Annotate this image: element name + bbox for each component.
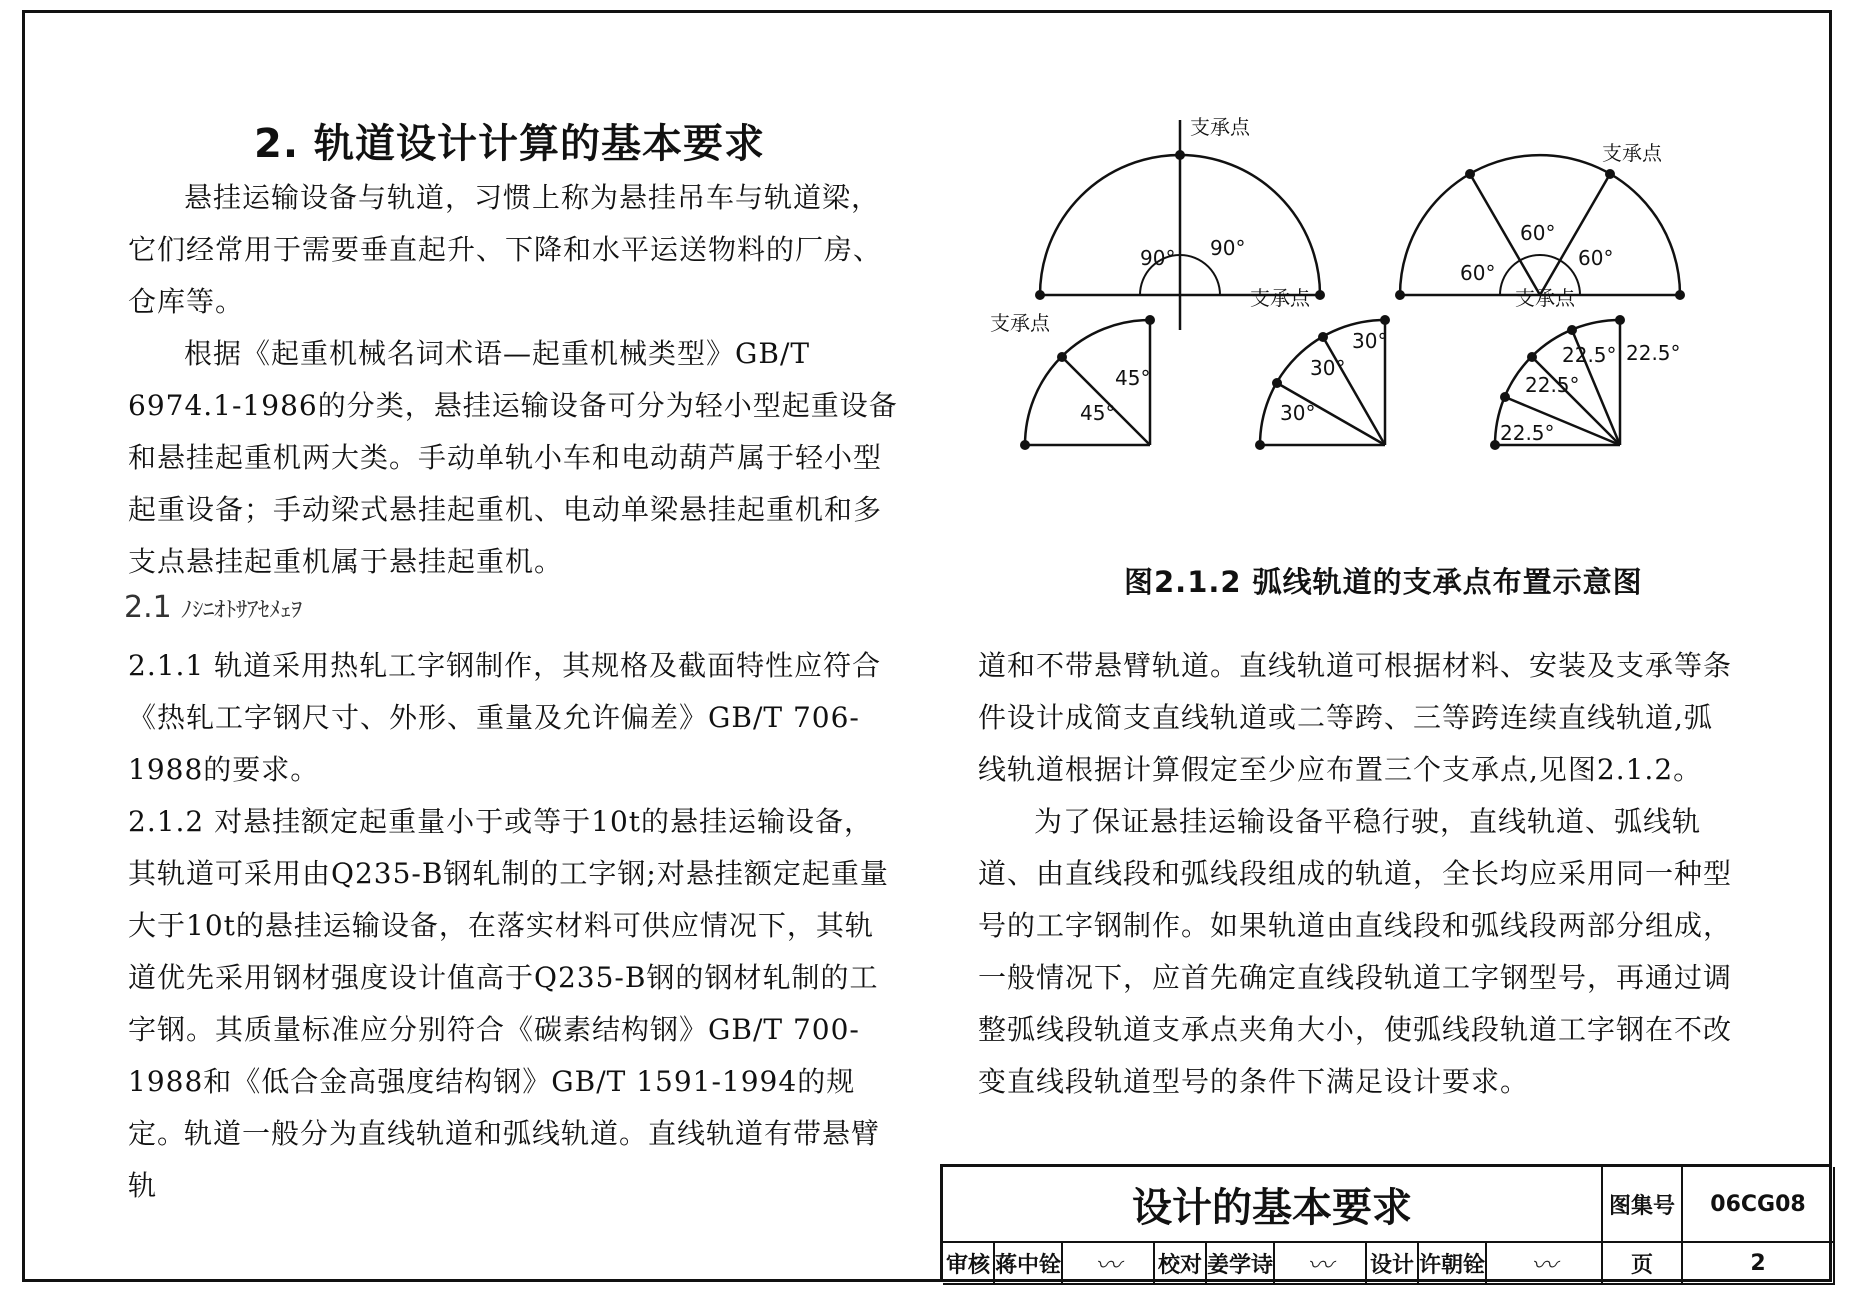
angle-30-b: 30° <box>1310 356 1346 380</box>
label-support-2: 支承点 <box>1602 141 1662 165</box>
angle-22-a: 22.5° <box>1500 421 1555 445</box>
clause-2-1-2: 2.1.2 对悬挂额定起重量小于或等于10t的悬挂运输设备，其轨道可采用由Q235-B钢轧制的工字钢;对悬挂额定起重量大于10t的悬挂运输设备，在落实材料可供应情况下，其轨道优先采用钢材强度设计值高于Q235-B钢的钢材轧制的工字钢。其质量标准应分别符合《碳素结构钢》GB/T 700-1988和《低合金高强度结构钢》GB/T 1591-1994的规定。 <box>128 805 889 1150</box>
reviewer-signature: 〰 <box>1063 1243 1155 1285</box>
angle-22-b: 22.5° <box>1525 373 1580 397</box>
reviewer-name: 蒋中铨 <box>995 1243 1063 1285</box>
angle-30-a: 30° <box>1280 401 1316 425</box>
page-label: 页 <box>1603 1243 1683 1285</box>
atlas-number: 06CG08 <box>1683 1167 1835 1243</box>
support-dots <box>1020 150 1685 450</box>
clause-2-1-1: 2.1.1 轨道采用热轧工字钢制作，其规格及截面特性应符合《热轧工字钢尺寸、外形、重量及允许偏差》GB/T 706-1988的要求。 <box>128 649 882 786</box>
label-support-5: 支承点 <box>1515 286 1575 310</box>
checker-name: 姜学诗 <box>1207 1243 1275 1285</box>
angle-90-left: 90° <box>1140 246 1176 270</box>
design-label: 设计 <box>1367 1243 1419 1285</box>
right-paragraph-1: 道和不带悬臂轨道。直线轨道可根据材料、安装及支承等条件设计成简支直线轨道或二等跨、三等跨连续直线轨道,弧线轨道根据计算假定至少应布置三个支承点,见图2.1.2。 <box>978 649 1733 786</box>
angle-60-top: 60° <box>1520 221 1556 245</box>
checker-signature: 〰 <box>1275 1243 1367 1285</box>
label-support-4: 支承点 <box>1250 286 1310 310</box>
arc-diagrams <box>990 100 1750 530</box>
subsection-garbled-title: ﾉｼﾆｵﾄｻｱｾﾒｪｦ <box>181 598 303 623</box>
title-block-title: 设计的基本要求 <box>943 1167 1603 1243</box>
angle-22-d: 22.5° <box>1626 341 1681 365</box>
subsection-number: 2.1 <box>124 590 172 625</box>
label-support-1: 支承点 <box>1190 115 1250 139</box>
angle-45-b: 45° <box>1115 366 1151 390</box>
label-support-3: 支承点 <box>990 311 1050 335</box>
figure-caption: 图2.1.2 弧线轨道的支承点布置示意图 <box>1124 565 1643 599</box>
classification-paragraph: 根据《起重机械名词术语—起重机械类型》GB/T 6974.1-1986的分类，悬挂运输设备可分为轻小型起重设备和悬挂起重机两大类。手动单轨小车和电动葫芦属于轻小型起重设备；手动梁式悬挂起重机、电动单梁悬挂起重机和多支点悬挂起重机属于悬挂起重机。 <box>128 337 898 578</box>
track-types-paragraph: 轨道一般分为直线轨道和弧线轨道。直线轨道有带悬臂轨 <box>128 1117 881 1202</box>
right-paragraph-2: 为了保证悬挂运输设备平稳行驶，直线轨道、弧线轨道、由直线段和弧线段组成的轨道，全长均应采用同一种型号的工字钢制作。如果轨道由直线段和弧线段两部分组成，一般情况下，应首先确定直线段轨道工字钢型号，再通过调整弧线段轨道支承点夹角大小，使弧线段轨道工字钢在不改变直线段轨道型号的条件下满足设计要求。 <box>978 805 1733 1098</box>
intro-paragraph: 悬挂运输设备与轨道，习惯上称为悬挂吊车与轨道梁，它们经常用于需要垂直起升、下降和水平运送物料的厂房、仓库等。 <box>128 181 883 318</box>
designer-name: 许朝铨 <box>1419 1243 1487 1285</box>
designer-signature: 〰 <box>1487 1243 1603 1285</box>
title-block <box>940 1164 1832 1282</box>
angle-90-right: 90° <box>1210 236 1246 260</box>
atlas-label: 图集号 <box>1603 1167 1683 1243</box>
angle-30-c: 30° <box>1352 329 1388 353</box>
angle-45-a: 45° <box>1080 401 1116 425</box>
angle-60-right: 60° <box>1578 246 1614 270</box>
page-number: 2 <box>1683 1243 1835 1285</box>
angle-60-left: 60° <box>1460 261 1496 285</box>
check-label: 校对 <box>1155 1243 1207 1285</box>
review-label: 审核 <box>943 1243 995 1285</box>
section-title: 2. 轨道设计计算的基本要求 <box>254 121 765 167</box>
subsection-heading <box>124 590 302 625</box>
angle-22-c: 22.5° <box>1562 343 1617 367</box>
support-point-figure <box>990 100 1750 530</box>
